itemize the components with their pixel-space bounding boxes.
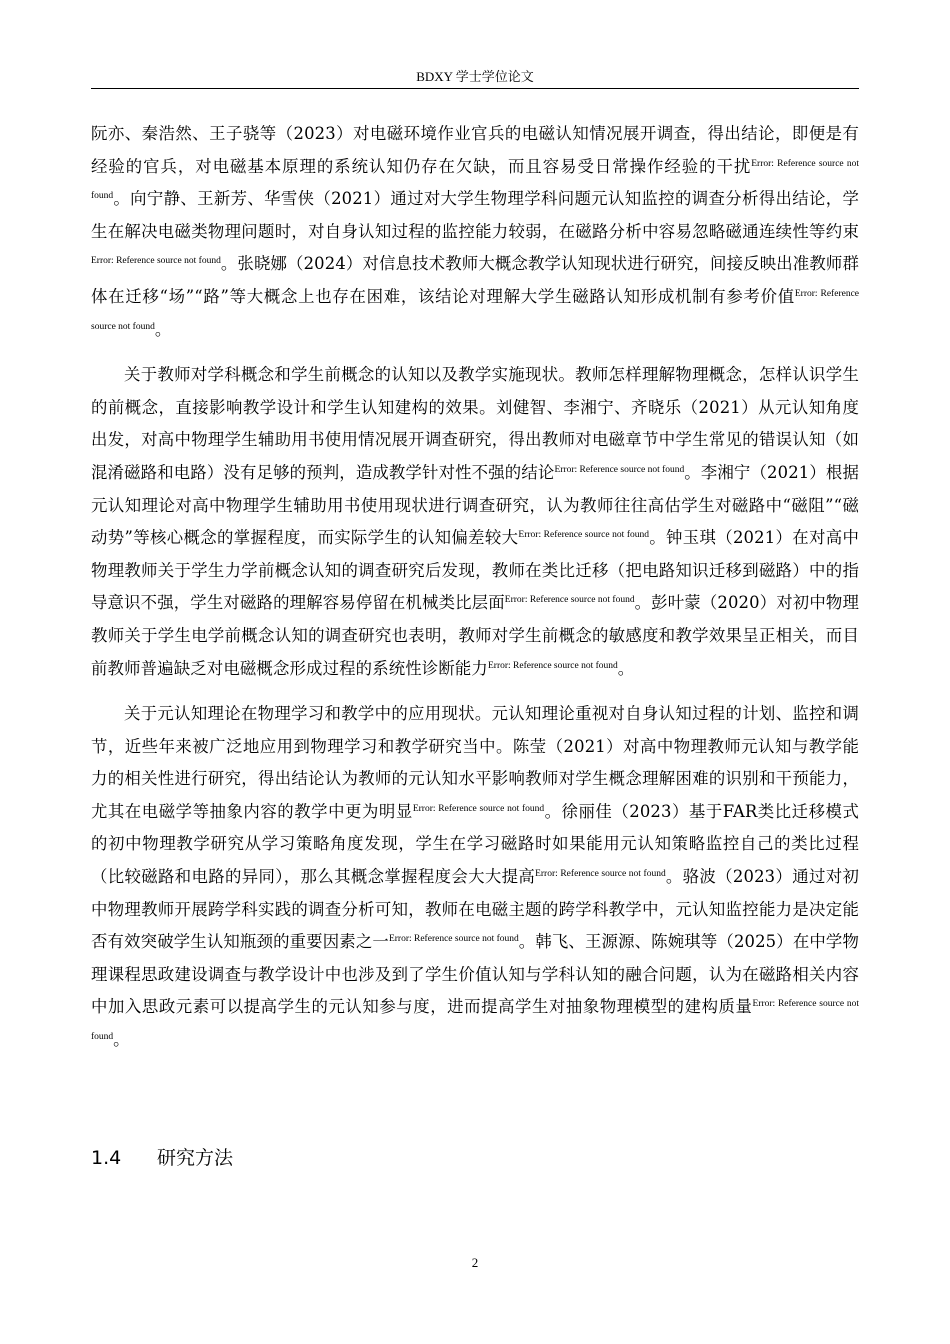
reference-error-note: Error: Reference source not found: [554, 464, 685, 475]
paragraph-text: 。彭叶蒙（2020）对初中物理教师关于学生电学前概念认知的调查研究也表明，教师对学生前概念的敏感度和教学效果呈正相关，而目前教师普遍缺乏对电磁概念形成过程的系统性诊断能力: [91, 593, 859, 678]
section-number: 1.4: [91, 1147, 122, 1169]
paragraph-text: 。李湘宁（2021）根据元认知理论对高中物理学生辅助用书使用现状进行调查研究，认为教师往往高估学生对磁路中“磁阻”“磁动势”等核心概念的掌握程度，而实际学生的认知偏差较大: [91, 462, 859, 548]
paragraph-text: 。钟玉琪（2021）在对高中物理教师关于学生力学前概念认知的调查研究后发现，教师在类比迁移（把电路知识迁移到磁路）中的指导意识不强，学生对磁路的理解容易停留在机械类比层面: [91, 528, 860, 613]
reference-error-note: Error: Reference source not found: [518, 530, 650, 541]
reference-error-note: Error: Reference source not found: [91, 999, 859, 1043]
reference-error-note: Error: Reference source not found: [412, 803, 545, 814]
reference-error-note: Error: Reference source not found: [504, 595, 635, 606]
paragraph-text: 。张晓娜（2024）对信息技术教师大概念教学认知现状进行研究，间接反映出准教师群体在迁移“场”“路”等大概念上也存在困难，该结论对理解大学生磁路认知形成机制有参考价值: [91, 254, 859, 306]
paragraph-3: [91, 698, 859, 1057]
reference-error-note: Error: Reference source not found: [91, 288, 860, 332]
paragraph-2: [91, 359, 859, 685]
paragraph-text: 关于元认知理论在物理学习和教学中的应用现状。元认知理论重视对自身认知过程的计划、监控和调节，近些年来被广泛地应用到物理学习和教学研究当中。陈莹（2021）对高中物理教师元认知与教学能力的相关性进行研究，得出结论认为教师的元认知水平影响教师对学生概念理解困难的识别和干预能力，尤其在电磁学等抽象内容的教学中更为明显: [91, 704, 859, 821]
reference-error-note: Error: Reference source not found: [91, 158, 859, 202]
page-number: 2: [471, 1255, 479, 1270]
paragraph-text: 阮亦、秦浩然、王子骁等（2023）对电磁环境作业官兵的电磁认知情况展开调查，得出结论，即便是有经验的官兵，对电磁基本原理的系统认知仍存在欠缺，而且容易受日常操作经验的干扰: [91, 124, 859, 176]
page-header: BDXY 学士学位论文: [91, 66, 859, 89]
reference-error-note: Error: Reference source not found: [388, 934, 519, 945]
section-heading: [91, 1143, 233, 1173]
reference-error-note: Error: Reference source not found: [535, 869, 666, 880]
paragraph-1: [91, 118, 859, 346]
paragraph-text: 。向宁静、王新芳、华雪侠（2021）通过对大学生物理学科问题元认知监控的调查分析得出结论，学生在解决电磁类物理问题时，对自身认知过程的监控能力较弱，在磁路分析中容易忽略磁通连续性等约束: [91, 189, 859, 241]
paragraph-text: 。: [617, 658, 635, 678]
paragraph-text: 。骆波（2023）通过对初中物理教师开展跨学科实践的调查分析可知，教师在电磁主题的跨学科教学中，元认知监控能力是决定能否有效突破学生认知瓶颈的重要因素之一: [91, 867, 859, 952]
paragraph-text: 。韩飞、王源源、陈婉琪等（2025）在中学物理课程思政建设调查与教学设计中也涉及到了学生价值认知与学科认知的融合问题，认为在磁路相关内容中加入思政元素可以提高学生的元认知参与度，进而提高学生对抽象物理模型的建构质量: [91, 932, 860, 1017]
paragraph-text: 。徐丽佳（2023）基于FAR类比迁移模式的初中物理教学研究从学习策略角度发现，学生在学习磁路时如果能用元认知策略监控自己的类比过程（比较磁路和电路的异同），那么其概念掌握程度会大大提高: [91, 801, 859, 887]
paragraph-text: 。: [113, 1030, 130, 1050]
reference-error-note: Error: Reference source not found: [91, 256, 221, 267]
paragraph-text: 关于教师对学科概念和学生前概念的认知以及教学实施现状。教师怎样理解物理概念，怎样认识学生的前概念，直接影响教学设计和学生认知建构的效果。刘健智、李湘宁、齐晓乐（2021）从元认知角度出发，对高中物理学生辅助用书使用情况展开调查研究，得出教师对电磁章节中学生常见的错误认知（如混淆磁路和电路）没有足够的预判，造成教学针对性不强的结论: [91, 365, 859, 482]
body-text: [91, 118, 859, 1070]
reference-error-note: Error: Reference source not found: [487, 660, 618, 671]
paragraph-text: 。: [154, 319, 172, 339]
section-title: 研究方法: [157, 1147, 234, 1169]
